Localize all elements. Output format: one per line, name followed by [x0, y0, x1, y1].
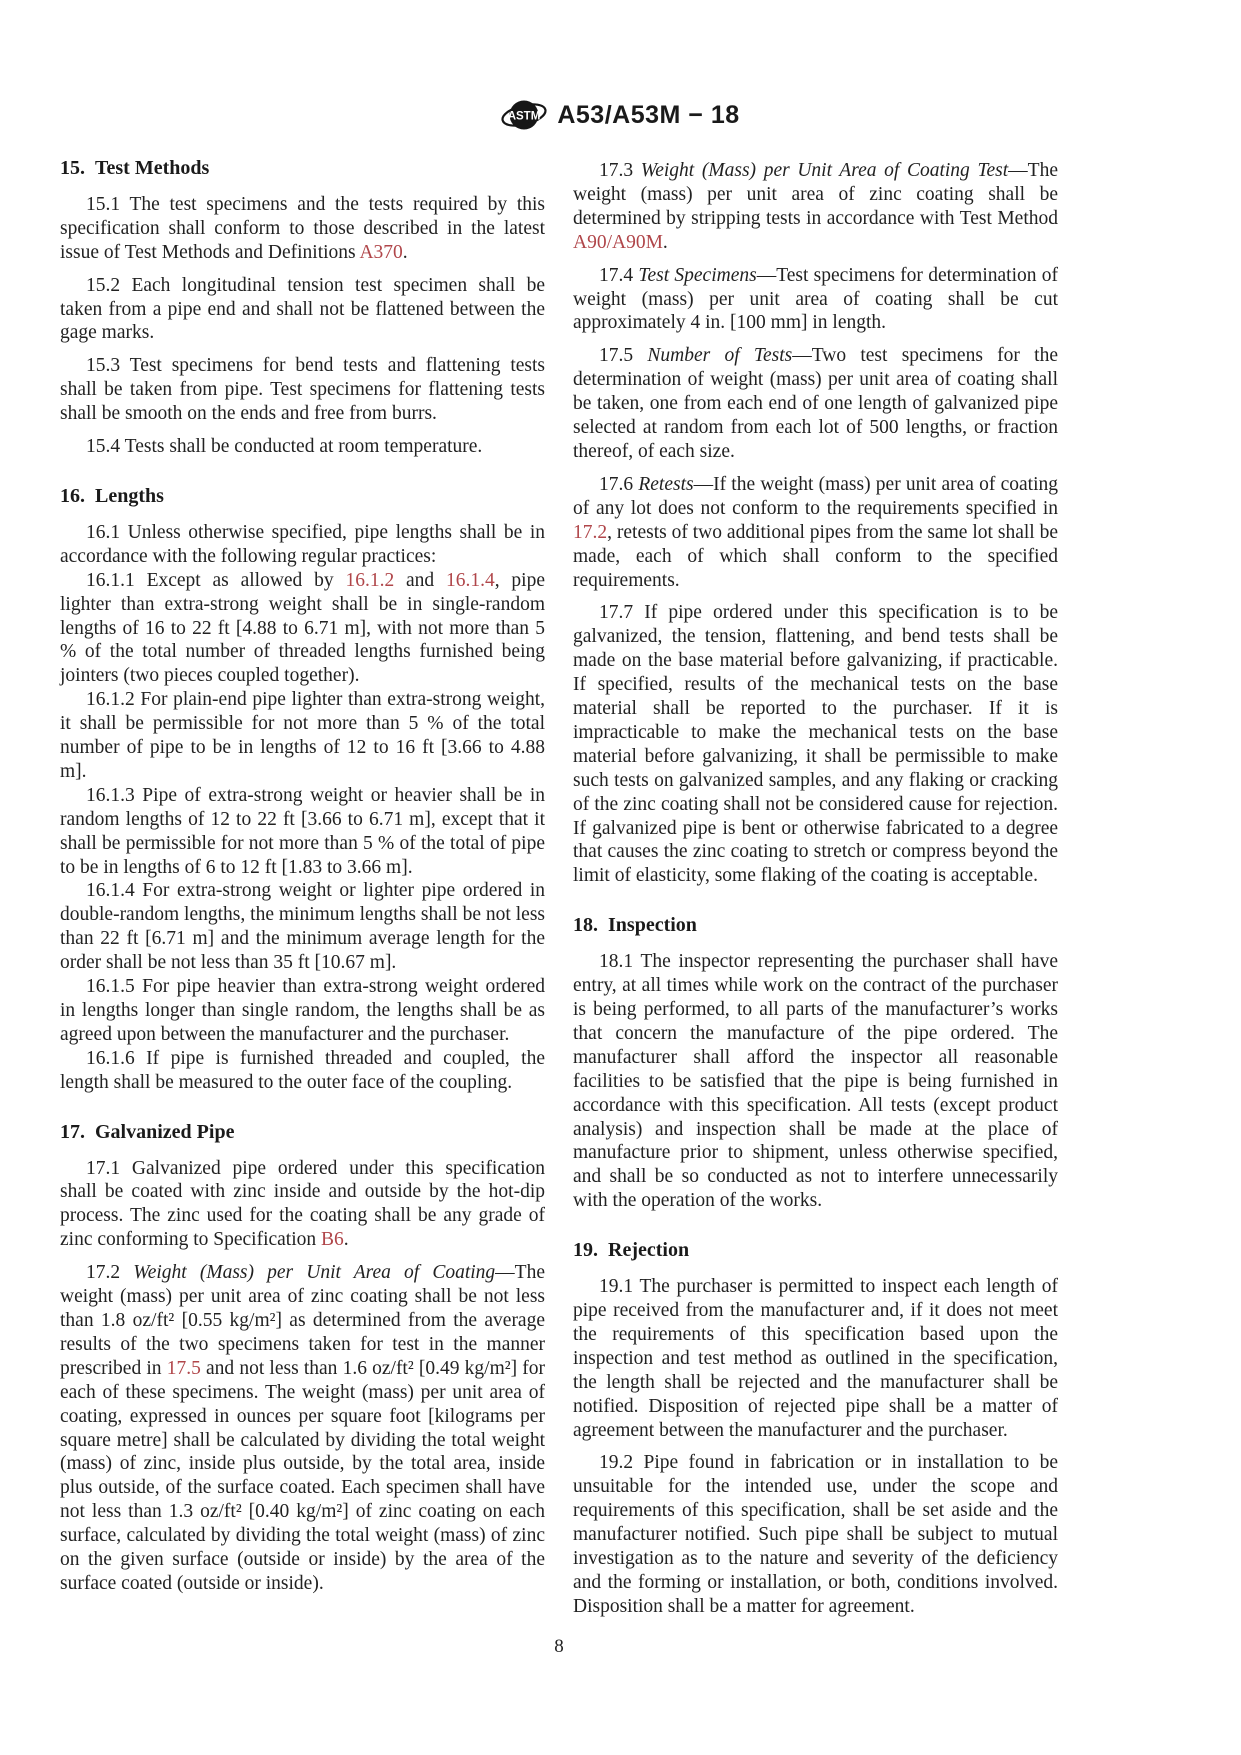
paragraph: 17.2 Weight (Mass) per Unit Area of Coating—The weight (mass) per unit area of zinc coating shall be not less than 1.8 oz/ft² [0.55 kg/m²] as determined from the average results of the two specimens taken for test in the manner prescribed in 17.5 and not less than 1.6 oz/ft² [0.49 kg/m²] for each of these specimens. The weight (mass) per unit area of coating, expressed in ounces per square foot [kilograms per square metre] shall be calculated by dividing the total weight (mass) of zinc, inside plus outside, by the total area, inside plus outside, of the surface coated. Each specimen shall have not less than 1.3 oz/ft² [0.40 kg/m²] of zinc coating on each surface, calculated by dividing the total weight (mass) of zinc on the given surface (outside or inside) by the area of the surface coated (outside or inside). [60, 1262, 545, 1594]
cross-reference-link[interactable]: A90/A90M [573, 231, 663, 253]
section-heading: 17. Galvanized Pipe [60, 1120, 235, 1143]
paragraph: 15.3 Test specimens for bend tests and flattening tests shall be taken from pipe. Test specimens for flattening tests shall be smooth on the ends and free from burrs. [60, 355, 545, 425]
cross-reference-link[interactable]: 16.1.2 [345, 569, 395, 591]
paragraph: 16.1 Unless otherwise specified, pipe lengths shall be in accordance with the following regular practices: [60, 521, 545, 567]
astm-logo [501, 96, 547, 134]
italic-term: Number of Tests [647, 345, 793, 367]
paragraph: 16.1.5 For pipe heavier than extra-strong weight ordered in lengths longer than single random, the lengths shall be as agreed upon between the manufacturer and the purchaser. [60, 976, 545, 1045]
paragraph: 19.1 The purchaser is permitted to inspect each length of pipe received from the manufacturer and, if it does not meet the requirements of this specification based upon the inspection and test method as outlined in the specification, the length shall be rejected and the manufacturer shall be notified. Disposition of rejected pipe shall be a matter of agreement between the manufacturer and the purchaser. [573, 1276, 1058, 1441]
section-heading: 19. Rejection [573, 1239, 690, 1262]
right-column [573, 150, 1058, 1619]
section-heading: 16. Lengths [60, 484, 164, 507]
paragraph: 17.3 Weight (Mass) per Unit Area of Coating Test—The weight (mass) per unit area of zinc coating shall be determined by stripping tests in accordance with Test Method A90/A90M. [573, 160, 1058, 253]
paragraph: 15.1 The test specimens and the tests required by this specification shall conform to those described in the latest issue of Test Methods and Definitions A370. [60, 193, 545, 263]
paragraph: 16.1.6 If pipe is furnished threaded and coupled, the length shall be measured to the outer face of the coupling. [60, 1047, 545, 1093]
italic-term: Weight (Mass) per Unit Area of Coating [133, 1262, 496, 1284]
paragraph: 16.1.2 For plain-end pipe lighter than extra-strong weight, it shall be permissible for not more than 5 % of the total number of pipe to be in lengths of 12 to 16 ft [3.66 to 4.88 m]. [60, 689, 545, 782]
paragraph: 19.2 Pipe found in fabrication or in installation to be unsuitable for the intended use, under the scope and requirements of this specification, shall be set aside and the manufacturer notified. Such pipe shall be subject to mutual investigation as to the nature and severity of the deficiency and the forming or installation, or both, conditions involved. Disposition shall be a matter for agreement. [573, 1452, 1058, 1617]
paragraph: 16.1.4 For extra-strong weight or lighter pipe ordered in double-random lengths, the minimum lengths shall be not less than 22 ft [6.71 m] and the minimum average length for the order shall be not less than 35 ft [10.67 m]. [60, 880, 545, 974]
paragraph: 17.5 Number of Tests—Two test specimens for the determination of weight (mass) per unit area of coating shall be taken, one from each end of one length of galvanized pipe selected at random from each lot of 500 lengths, or fraction thereof, of each size. [573, 345, 1059, 462]
section-heading: 18. Inspection [573, 914, 697, 937]
astm-logo-text: ASTM [508, 110, 541, 123]
paragraph: 17.6 Retests—If the weight (mass) per unit area of coating of any lot does not conform to the requirements specified in 17.2, retests of two additional pipes from the same lot shall be made, each of which shall conform to the specified requirements. [573, 473, 1059, 591]
document-designation-title: A53/A53M − 18 [557, 100, 740, 129]
cross-reference-link[interactable]: 17.2 [573, 521, 608, 543]
page-header [0, 96, 1241, 134]
paragraph: 15.4 Tests shall be conducted at room temperature. [86, 436, 483, 458]
cross-reference-link[interactable]: 17.5 [166, 1357, 201, 1379]
cross-reference-link[interactable]: A370 [359, 241, 403, 263]
cross-reference-link[interactable]: B6 [321, 1229, 344, 1251]
italic-term: Retests [638, 473, 694, 495]
paragraph: 17.1 Galvanized pipe ordered under this specification shall be coated with zinc inside and outside by the hot-dip process. The zinc used for the coating shall be any grade of zinc conforming to Specification B6. [60, 1157, 545, 1251]
paragraph: 17.4 Test Specimens—Test specimens for determination of weight (mass) per unit area of coating shall be cut approximately 4 in. [100 mm] in length. [573, 264, 1059, 334]
paragraph: 16.1.3 Pipe of extra-strong weight or heavier shall be in random lengths of 12 to 22 ft [3.66 to 6.71 m], except that it shall be permissible for not more than 5 % of the total of pipe to be in lengths of 6 to 12 ft [1.83 to 3.66 m]. [60, 784, 545, 878]
italic-term: Weight (Mass) per Unit Area of Coating Test [640, 160, 1009, 181]
paragraph: 16.1.1 Except as allowed by 16.1.2 and 16.1.4, pipe lighter than extra-strong weight shall be in single-random lengths of 16 to 22 ft [4.88 to 6.71 m], with not more than 5 % of the total number of threaded lengths furnished being jointers (two pieces coupled together). [60, 569, 545, 687]
page-number: 8 [554, 1636, 564, 1657]
italic-term: Test Specimens [638, 264, 757, 286]
section-heading: 15. Test Methods [60, 157, 210, 179]
paragraph: 18.1 The inspector representing the purchaser shall have entry, at all times while work on the contract of the purchaser is being performed, to all parts of the manufacturer’s works that concern the manufacture of the pipe ordered. The manufacturer shall afford the inspector all reasonable facilities to be satisfied that the pipe is being furnished in accordance with this specification. All tests (except product analysis) and inspection shall be made at the place of manufacture prior to shipment, unless otherwise specified, and shall be so conducted as not to interfere unnecessarily with the operation of the works. [573, 951, 1058, 1212]
cross-reference-link[interactable]: 16.1.4 [445, 569, 495, 591]
text-columns [60, 150, 1058, 1619]
paragraph: 15.2 Each longitudinal tension test specimen shall be taken from a pipe end and shall not be flattened between the gage marks. [60, 274, 545, 344]
left-column [60, 150, 545, 1619]
paragraph: 17.7 If pipe ordered under this specification is to be galvanized, the tension, flattening, and bend tests shall be made on the base material before galvanizing, if practicable. If specified, results of the mechanical tests on the base material shall be reported to the purchaser. If it is impracticable to make the mechanical tests on the base material before galvanizing, it shall be permissible to make such tests on galvanized samples, and any flaking or cracking of the zinc coating shall not be considered cause for rejection. If galvanized pipe is bent or otherwise fabricated to a degree that causes the zinc coating to stretch or compress beyond the limit of elasticity, some flaking of the coating is acceptable. [573, 602, 1058, 887]
